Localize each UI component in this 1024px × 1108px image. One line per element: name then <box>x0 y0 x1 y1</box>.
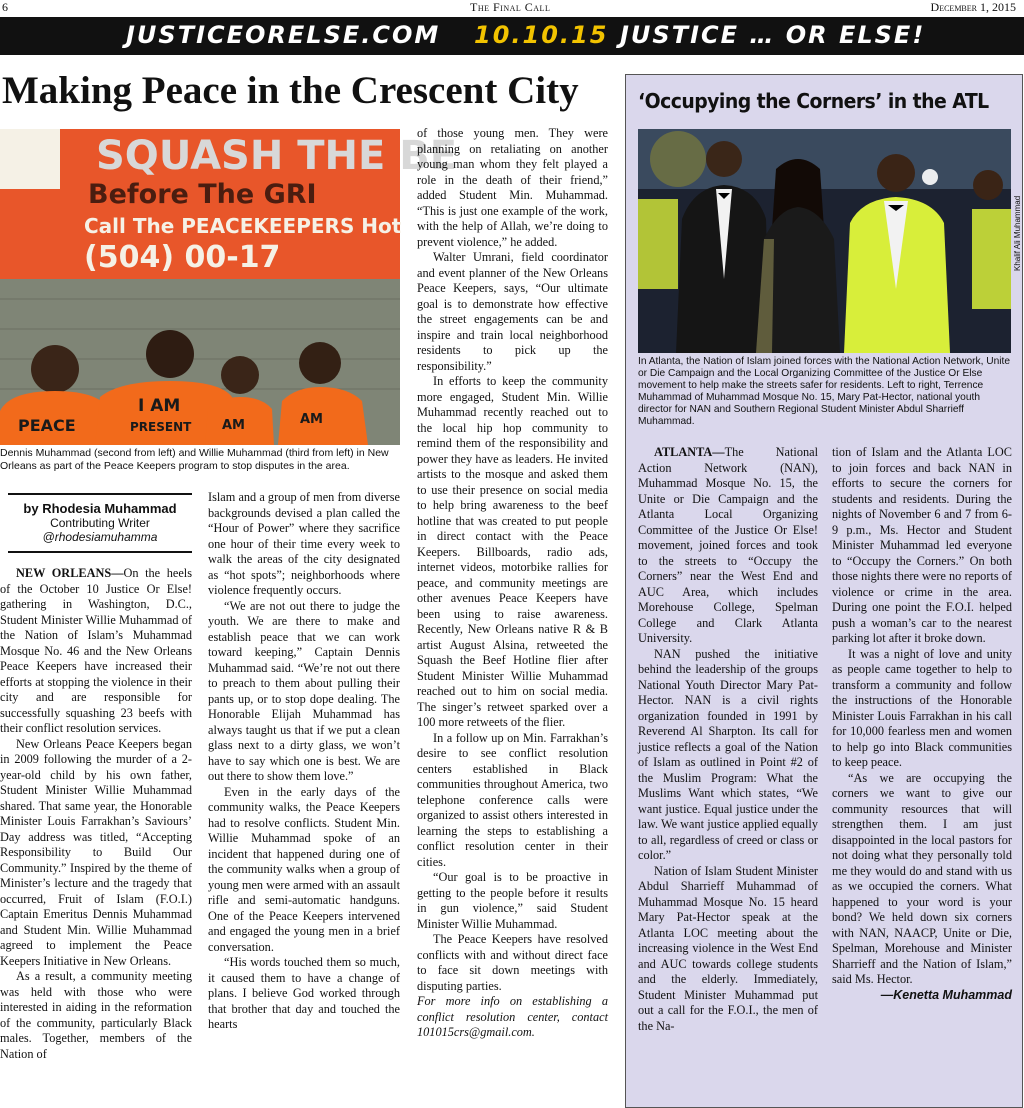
story-paragraph: “We are not out there to judge the youth. We are there to make and establish peace that we can work toward keeping,” Captain Dennis Muhammad said. “We’re not out there to preach to them about pulling their pants up, or to stop dope dealing. The Honorable Elijah Muhammad has always taught us that if we put a clean glass next to a dirty glass, we won’t have to say which one is best. We are out there to show them love.” <box>208 598 400 783</box>
story-paragraph: Even in the early days of the community walks, the Peace Keepers had to resolve conflicts. Student Min. Willie Muhammad spoke of an incident that happened during one of the community walks when a group of young men were armed with an assault rifle and semi-automatic handguns. One of the Peace Keepers intervened and engaged the young men in a brief conversation. <box>208 784 400 954</box>
story-paragraph: As a result, a community meeting was held with those who were interested in aiding in the reformation of the community, particularly Black males. Together, members of the Nation of <box>0 969 192 1061</box>
byline-handle: @rhodesiamuhamma <box>42 530 158 544</box>
banner-line-3: Call The PEACEKEEPERS Hot <box>84 214 402 238</box>
folio-line <box>0 0 1024 16</box>
publication-name: The Final Call <box>470 0 551 14</box>
sidebar-photo-caption: In Atlanta, the Nation of Islam joined forces with the National Action Network, Unite or Die Campaign and the Local Organizing Committee of the Justice Or Else movement to help make the streets safer for residents. Left to right, Terrence Muhammad of Muhammad Mosque No. 15, Mary Pat-Hector, national youth director for NAN and Southern Regional Student Minister Abdul Sharrieff Muhammad. <box>638 356 1011 427</box>
issue-date: December 1, 2015 <box>930 0 1016 14</box>
atlanta-photo-illustration <box>638 129 1011 353</box>
sidebar-paragraph: The National Action Network (NAN), Muhammad Mosque No. 15, the Unite or Die Campaign and the Atlanta Local Organizing Committee of the Justice Or Else! movement, joined forces and took to the streets to “Occupy the Corners” near the West End and AUC Area, which includes Morehouse College, Spelman College and Clark Atlanta University. <box>638 445 818 645</box>
sidebar-paragraph: tion of Islam and the Atlanta LOC to join forces and back NAN in efforts to secure the corners for students and residents. During the nights of November 6 and 7 from 6-9 p.m., Ms. Hector and Student Minister Muhammad led everyone to “Occupy the Corners.” On both those nights there were no reports of violence or crime in the area. During one point the F.O.I. helped push a woman’s car to the nearest parking lot after it broke down. <box>832 445 1012 645</box>
story-column-2 <box>208 490 400 1106</box>
photo-credit: Khalif Ali Muhammad <box>1013 195 1022 271</box>
sidebar-paragraph: “As we are occupying the corners we want to give our community resources that will strengthen them. I am just disappointed in the local pastors for not doing what they personally told me they would do and stand with us as we occupied the corners. What happened to your word is your bond? We held down six corners with NAN, NAACP, Unite or Die, Spelman, Morehouse and Minister Sharrieff and the Nation of Islam,” said Ms. Hector. <box>832 770 1012 986</box>
sidebar-story <box>625 74 1023 1108</box>
svg-text:AM: AM <box>300 412 323 427</box>
byline-role: Contributing Writer <box>50 516 150 530</box>
banner-site: JUSTICEORELSE.COM <box>126 21 441 49</box>
sidebar-dateline: ATLANTA— <box>654 445 725 459</box>
banner-slogan: JUSTICE … OR ELSE! <box>620 21 926 49</box>
banner-date: 10.10.15 <box>474 21 609 49</box>
byline-author: by Rhodesia Muhammad <box>23 501 177 516</box>
story-paragraph: In a follow up on Min. Farrakhan’s desire to see conflict resolution centers established in Black communities throughout America, two telephone conference calls were organized to assist others interested in learning the steps to establishing a conflict resolution center in their cities. <box>417 730 608 869</box>
story-paragraph: “His words touched them so much, it caused them to have a change of plans. I believe God worked through that brother that day and touched the hearts <box>208 955 400 1031</box>
person-background <box>973 170 1003 200</box>
sidebar-headline: ‘Occupying the Corners’ in the ATL <box>638 89 989 113</box>
svg-text:AM: AM <box>222 418 245 433</box>
contact-note: For more info on establishing a conflict resolution center, contact 101015crs@gmail.com. <box>417 994 608 1039</box>
story-paragraph: On the heels of the October 10 Justice Or Else! gathering in Washington, D.C., Student Minister Willie Muhammad of the Nation of Islam’s Muhammad Mosque No. 46 and the New Orleans Peace Keepers have increased their efforts at stopping the violence in their city and are responsible for successfully squashing 23 beefs with their conflict resolution services. <box>0 566 192 735</box>
banner-line-4: (504) 00-17 <box>84 240 281 275</box>
banner-line-2: Before The GRI <box>88 179 317 210</box>
main-headline: Making Peace in the Crescent City <box>2 69 579 112</box>
story-paragraph: “Our goal is to be proactive in getting to the people before it results in gun violence,” said Student Minister Willie Muhammad. <box>417 870 608 931</box>
main-photo-caption: Dennis Muhammad (second from left) and Willie Muhammad (third from left) in New Orleans as part of the Peace Keepers program to stop disputes in the area. <box>0 447 389 472</box>
sidebar-paragraph: Nation of Islam Student Minister Abdul Sharrieff Muhammad of Muhammad Mosque No. 15 heard Mary Pat-Hector speak at the Atlanta LOC meeting about the increasing violence in the West End and AUC towards college students and the elderly. Immediately, Student Minister Muhammad put out a call for the F.O.I., the men of the Na- <box>638 863 818 1033</box>
promo-banner <box>0 17 1024 55</box>
page-number: 6 <box>2 0 8 14</box>
sidebar-paragraph: It was a night of love and unity as people came together to help to transform a community and follow the instructions of the Honorable Minister Louis Farrakhan in his call for 10,000 fearless men and women to help go into Black communities to keep peace. <box>832 646 1012 769</box>
svg-text:I AM: I AM <box>138 396 181 416</box>
story-paragraph: The Peace Keepers have resolved conflicts with and without direct face to face sit down meetings with disputing parties. <box>417 932 608 993</box>
sidebar-column-1 <box>638 445 818 1105</box>
story-paragraph: of those young men. They were planning on retaliating on another young man whom they felt played a role in the death of their friend,” added Student Min. Muhammad. “This is just one example of the work, with the help of Allah, we’re doing to prevent violence,” he added. <box>417 126 608 249</box>
story-column-3 <box>417 126 608 1106</box>
peacekeepers-photo-illustration <box>0 129 458 445</box>
sidebar-signature: —Kenetta Muhammad <box>880 987 1012 1002</box>
sidebar-paragraph: NAN pushed the initiative behind the leadership of the groups National Youth Director Mary Pat-Hector. NAN is a civil rights organization founded in 1991 by Reverend Al Sharpton. Its call for justice reflects a goal of the Nation of Islam as outlined in Point #2 of the Muslim Program: What the Muslims Want which states, “We want justice. Equal justice under the law. We want justice applied equally to all, regardless of creed or class or color.” <box>638 646 818 862</box>
banner-line-1: SQUASH THE BE <box>96 133 458 179</box>
atlanta-photo <box>638 129 1011 353</box>
sidebar-column-2 <box>832 445 1012 1105</box>
byline-box <box>8 493 192 553</box>
dateline: NEW ORLEANS— <box>16 566 124 580</box>
peacekeepers-photo <box>0 129 458 445</box>
story-paragraph: Walter Umrani, field coordinator and event planner of the New Orleans Peace Keepers, says, “Our ultimate goal is to demonstrate how effective the street engagements can be and inspire and train local neighborhood residents to pick up the responsibility.” <box>417 250 608 373</box>
story-paragraph: Islam and a group of men from diverse backgrounds devised a plan called the “Hour of Power” where they sacrifice one hour of their time every week to walk the areas of the city designated as “hot spots”; neighborhoods where violence frequently occurs. <box>208 490 400 597</box>
story-paragraph: New Orleans Peace Keepers began in 2009 following the murder of a 2-year-old child by his own father, Student Minister Willie Muhammad shared. That same year, the Honorable Minister Louis Farrakhan’s Saviours’ Day address was titled, “Accepting Responsibility to Build Our Community.” Inspired by the theme of Minister’s lecture and the tragedy that occurred, Fruit of Islam (F.O.I.) Captain Emeritus Dennis Muhammad and Student Min. Willie Muhammad agreed to implement the Peace Keepers Initiative in New Orleans. <box>0 736 192 968</box>
story-column-1 <box>0 566 192 1106</box>
svg-text:PRESENT: PRESENT <box>130 420 192 434</box>
story-paragraph: In efforts to keep the community more engaged, Student Min. Willie Muhammad recently reached out to the local hip hop community to remind them of the responsibility and power they have as leaders. He invited artists to the mosque and asked them to use their presence on social media to help bring awareness to the beef hotline that was created to put people in direct contact with the Peace Keepers. Billboards, radio ads, internet videos, motorbike rallies for peace, and community meetings are other avenues Peace Keepers have been using to raise awareness. Recently, New Orleans native R & B artist August Alsina, retweeted the Squash the Beef Hotline flier after Student Minister Willie Muhammad reached out to him on social media. The singer’s retweet sparked over a 100 more retweets of the flier. <box>417 374 608 729</box>
svg-text:PEACE: PEACE <box>18 416 76 435</box>
